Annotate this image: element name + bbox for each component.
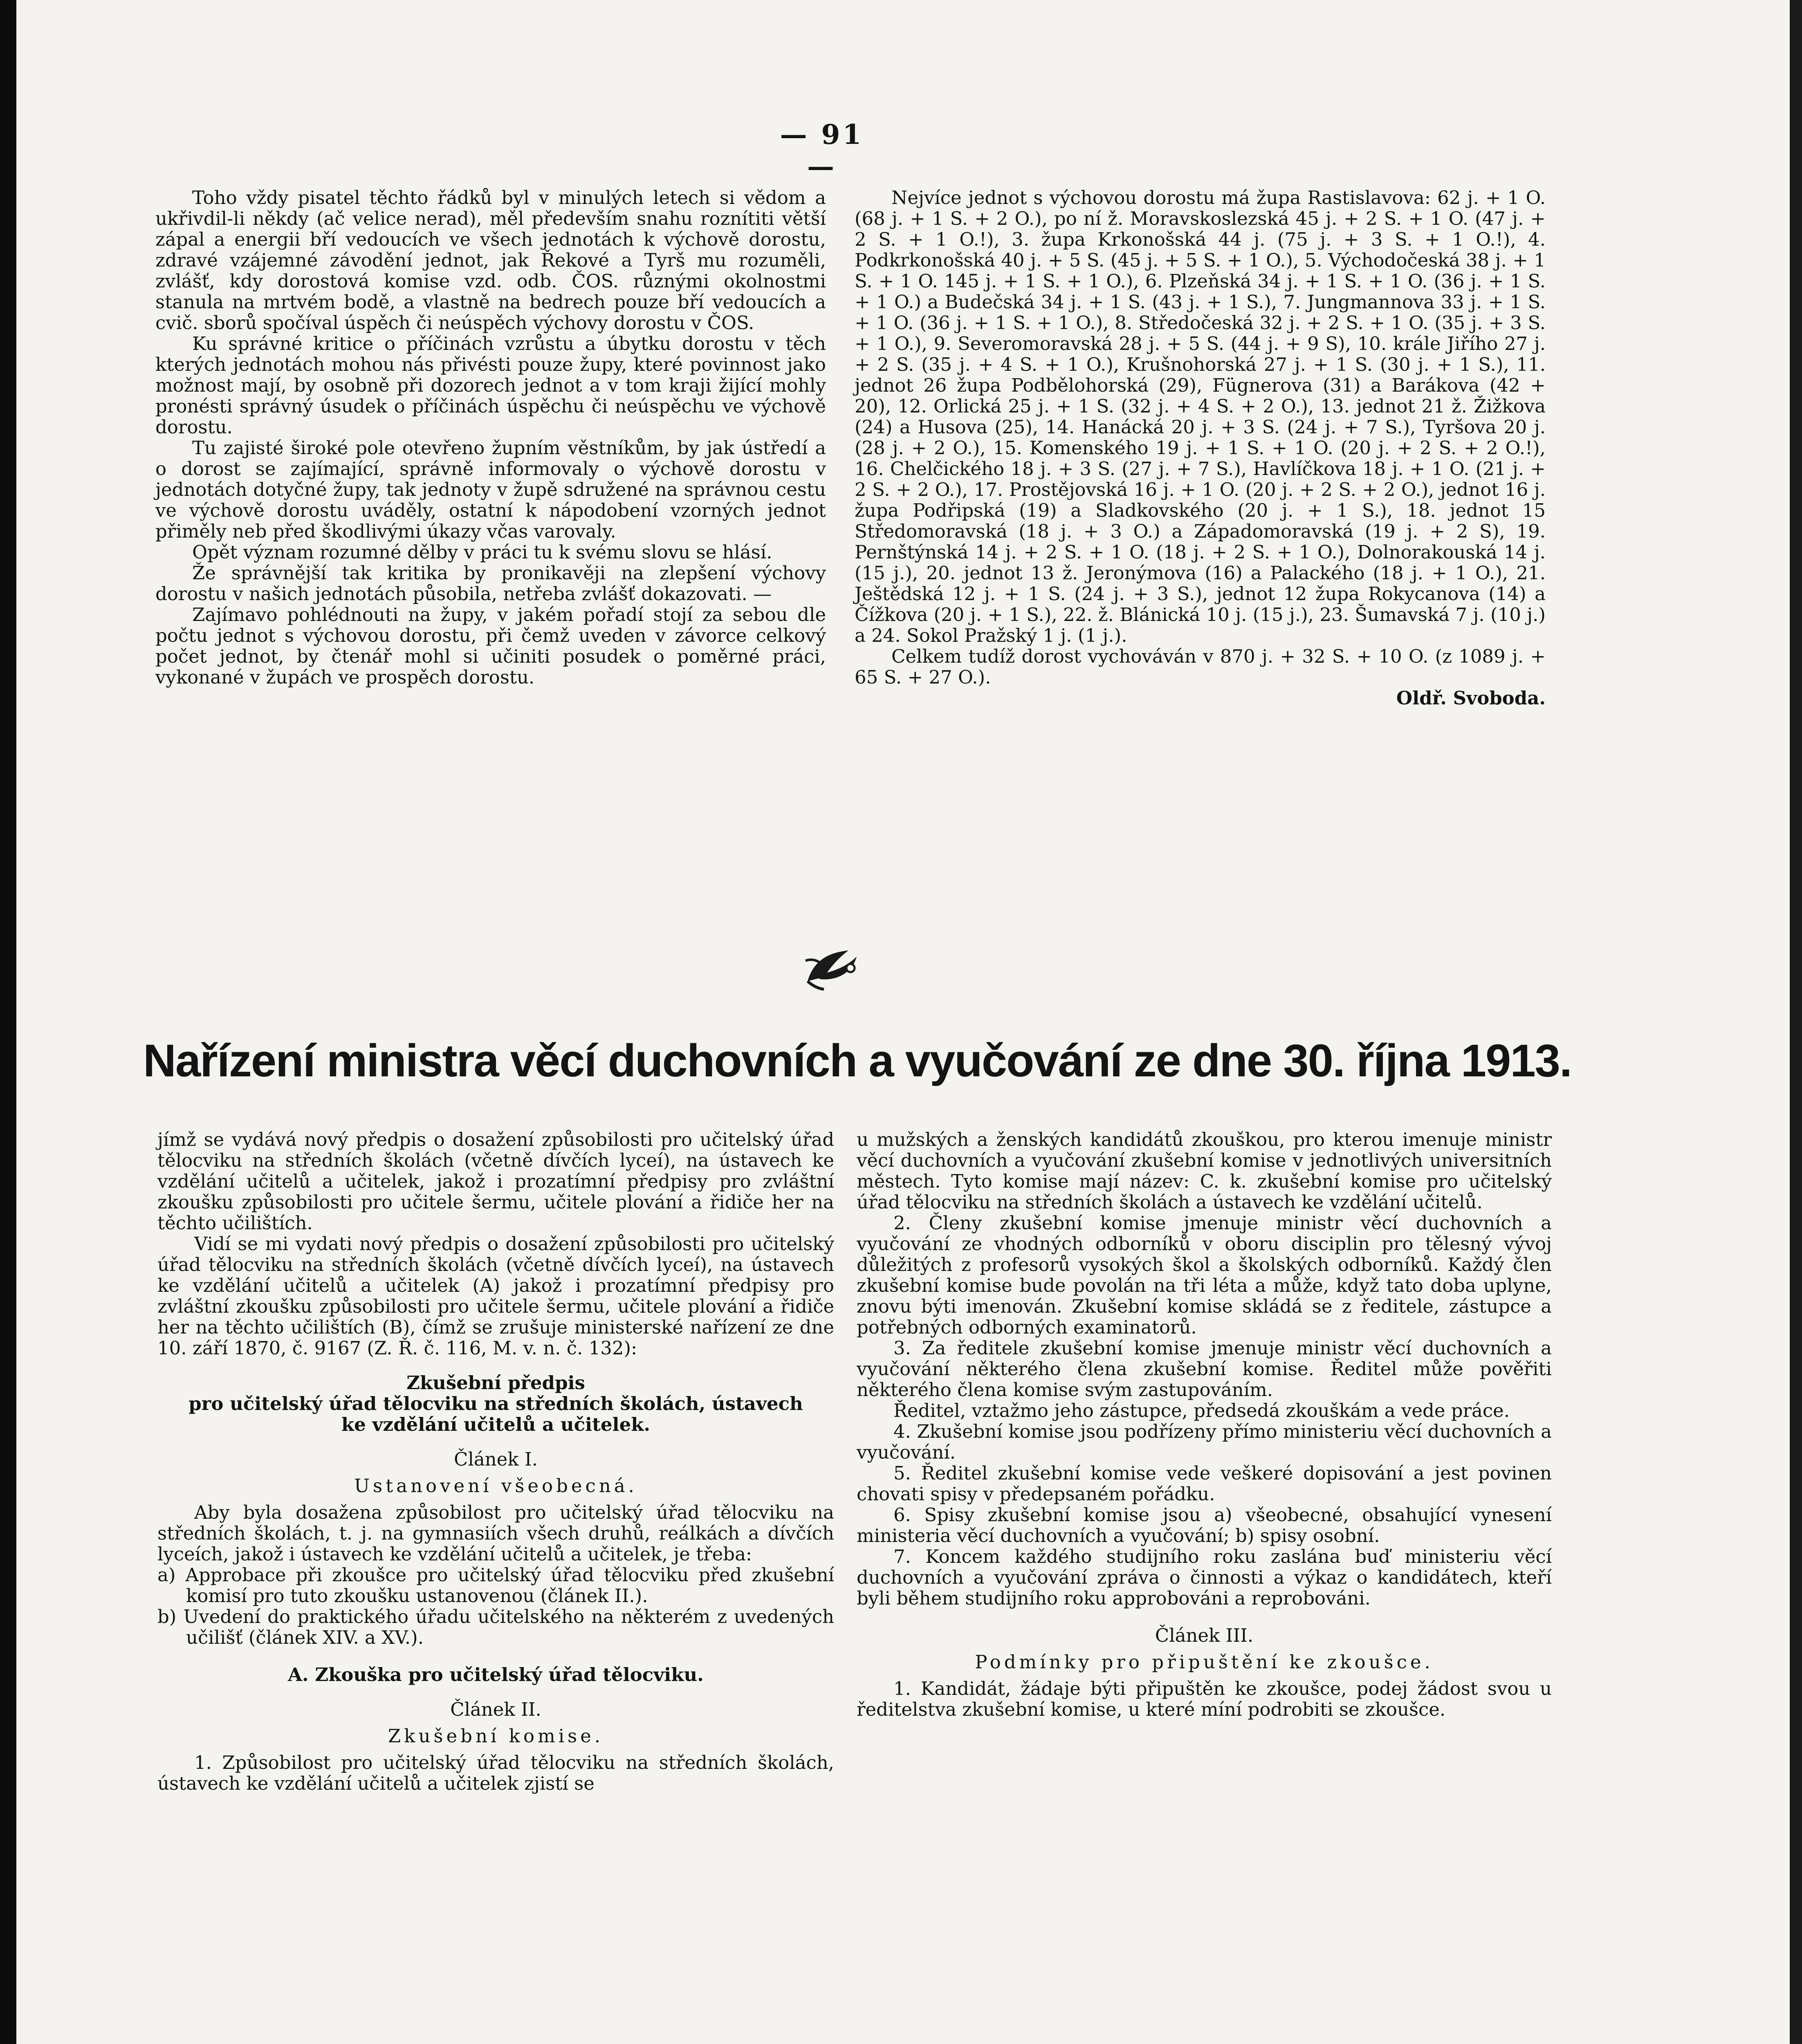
paragraph: Opět význam rozumné dělby v práci tu k svému slovu se hlásí. xyxy=(192,541,772,563)
paragraph: jímž se vydává nový předpis o dosažení způsobilosti pro učitelský úřad tělocviku na středních školách (včetně dívčích lyceí), na ústavech ke vzdělání učitelů a učitelek, jakož i prozatímní předpisy pro zvláštní zkoušku způsobilosti pro učitele šermu, učitele plování a řidiče her na těchto učilištích. xyxy=(157,1129,834,1234)
paragraph: 1. Kandidát, žádaje býti připuštěn ke zkoušce, podej žádost svou u ředitelstva zkušební komise, u které míní podrobiti se zkoušce. xyxy=(857,1678,1552,1720)
leaf-ornament-icon xyxy=(799,936,865,993)
article-subheading: Ustanovení všeobecná. xyxy=(354,1475,637,1497)
paragraph: Ku správné kritice o příčinách vzrůstu a úbytku dorostu v těch kterých jednotách mohou nás přivésti pouze župy, které povinnost jako možnost mají, by osobně při dozorech jednot a v tom kraji žijící mohly pronésti správný úsudek o příčinách úspěchu či neúspěchu ve výchově dorostu. xyxy=(155,333,826,438)
section-title: pro učitelský úřad tělocviku na středních školách, ústavech xyxy=(189,1393,803,1414)
section-title: Zkušební předpis xyxy=(406,1372,585,1394)
paragraph: 1. Způsobilost pro učitelský úřad tělocviku na středních školách, ústavech ke vzdělání učitelů a učitelek zjistí se xyxy=(157,1752,834,1794)
article-heading: Článek II. xyxy=(450,1699,541,1720)
paragraph: 3. Za ředitele zkušební komise jmenuje ministr věcí duchovních a vyučování některého člena zkušební komise. Ředitel může pověřiti některého člena komise svým zastupováním. xyxy=(857,1337,1552,1401)
bottom-left-column xyxy=(157,1129,834,1794)
paragraph: Že správnější tak kritika by pronikavěji na zlepšení výchovy dorostu v našich jednotách působila, netřeba zvlášť dokazovati. — xyxy=(155,562,826,605)
bottom-right-column xyxy=(857,1129,1552,1720)
page-number: — 91 — xyxy=(780,119,864,182)
scan-border-right xyxy=(1790,0,1802,2044)
paragraph: 7. Koncem každého studijního roku zaslána buď ministeriu věcí duchovních a vyučování zpráva o činnosti a výkaz o kandidátech, kteří byli během studijního roku approbováni a reprobováni. xyxy=(857,1546,1552,1609)
paragraph: Vidí se mi vydati nový předpis o dosažení způsobilosti pro učitelský úřad tělocviku na středních školách (včetně dívčích lyceí), na ústavech ke vzdělání učitelů a učitelek (A) jakož i prozatímní předpisy pro zvláštní zkoušku způsobilosti pro učitele šermu, učitele plování a řidiče her na těchto učilištích (B), čímž se zrušuje ministerské nařízení ze dne 10. září 1870, č. 9167 (Z. Ř. č. 116, M. v. n. č. 132): xyxy=(157,1233,834,1359)
paragraph: Tu zajisté široké pole otevřeno župním věstníkům, by jak ústředí a o dorost se zajímající, správně informovaly o výchově dorostu v jednotách dotyčné župy, tak jednoty v župě sdružené na správnou cestu ve výchově dorostu uváděly, ostatní k nápodobení vzorných jednot přiměly neb před škodlivými úkazy včas varovaly. xyxy=(155,437,826,542)
scan-border-left xyxy=(0,0,16,2044)
paragraph: Celkem tudíž dorost vychováván v 870 j. + 32 S. + 10 O. (z 1089 j. + 65 S. + 27 O.). xyxy=(855,645,1546,688)
list-item: b) Uvedení do praktického úřadu učitelského na některém z uvedených učilišť (článek XIV. a XV.). xyxy=(157,1606,834,1648)
article-heading: Článek III. xyxy=(1155,1625,1254,1646)
paragraph: Toho vždy pisatel těchto řádků byl v minulých letech si vědom a ukřivdil-li někdy (ač velice nerad), měl především snahu roznítiti větší zápal a energii bří vedoucích ve všech jednotách k výchově dorostu, zdravé vzájemné závodění jednot, jak Řekové a Tyrš mu rozuměli, zvlášť, kdy dorostová komise vzd. odb. ČOS. různými okolnostmi stanula na mrtvém bodě, a vlastně na bedrech pouze bří vedoucích a cvič. sborů spočíval úspěch či neúspěch výchovy dorostu v ČOS. xyxy=(155,187,826,334)
article-subheading: Podmínky pro připuštění ke zkoušce. xyxy=(975,1651,1434,1673)
article-subheading: Zkušební komise. xyxy=(388,1725,604,1747)
paragraph: 2. Členy zkušební komise jmenuje ministr věcí duchovních a vyučování ze vhodných odborníků v oboru disciplin pro tělesný vývoj důležitých z profesorů vysokých škol a školských odborníků. Každý člen zkušební komise bude povolán na tři léta a může, když tato doba uplyne, znovu býti imenován. Zkušební komise skládá se z ředitele, zástupce a potřebných odborných examinatorů. xyxy=(857,1212,1552,1338)
paragraph: Aby byla dosažena způsobilost pro učitelský úřad tělocviku na středních školách, t. j. na gymnasiích všech druhů, reálkách a dívčích lyceích, jakož i ústavech ke vzdělání učitelů a učitelek, je třeba: xyxy=(157,1502,834,1565)
paragraph: Nejvíce jednot s výchovou dorostu má župa Rastislavova: 62 j. + 1 O. (68 j. + 1 S. + 2 O.), po ní ž. Moravskoslezská 45 j. + 2 S. + 1 O. (47 j. + 2 S. + 1 O.!), 3. župa Krkonošská 44 j. (75 j. + 3 S. + 1 O.!), 4. Podkrkonošská 40 j. + 5 S. (45 j. + 5 S. + 1 O.), 5. Východočeská 38 j. + 1 S. + 1 O. 145 j. + 1 S. + 1 O.), 6. Plzeňská 34 j. + 1 S. + 1 O. (36 j. + 1 S. + 1 O.) a Budečská 34 j. + 1 S. (43 j. + 1 S.), 7. Jungmannova 33 j. + 1 S. + 1 O. (36 j. + 1 S. + 1 O.), 8. Středočeská 32 j. + 2 S. + 1 O. (35 j. + 3 S. + 1 O.), 9. Severomoravská 28 j. + 5 S. (44 j. + 9 S), 10. krále Jiřího 27 j. + 2 S. (35 j. + 4 S. + 1 O.), Krušnohorská 27 j. + 1 S. (30 j. + 1 S.), 11. jednot 26 župa Podbělohorská (29), Fügnerova (31) a Barákova (42 + 20), 12. Orlická 25 j. + 1 S. (32 j. + 4 S. + 2 O.), 13. jednot 21 ž. Žižkova (24) a Husova (25), 14. Hanácká 20 j. + 3 S. (24 j. + 7 S.), Tyršova 20 j. (28 j. + 2 O.), 15. Komenského 19 j. + 1 S. + 1 O. (20 j. + 2 S. + 2 O.!), 16. Chelčického 18 j. + 3 S. (27 j. + 7 S.), Havlíčkova 18 j. + 1 O. (21 j. + 2 S. + 2 O.), 17. Prostějovská 16 j. + 1 O. (20 j. + 2 S. + 2 O.), jednot 16 j. župa Podřipská (19) a Sladkovského (20 j. + 1 S.), 18. jednot 15 Středomoravská (18 j. + 3 O.) a Západomoravská (19 j. + 2 S), 19. Pernštýnská 14 j. + 2 S. + 1 O. (18 j. + 2 S. + 1 O.), Dolnorakouská 14 j. (15 j.), 20. jednot 13 ž. Jeronýmova (16) a Palackého (18 j. + 1 O.), 21. Ještědská 12 j. + 1 S. (24 j. + 3 S.), jednot 12 župa Rokycanova (14) a Čížkova (20 j. + 1 S.), 22. ž. Blánická 10 j. (15 j.), 23. Šumavská 7 j. (10 j.) a 24. Sokol Pražský 1 j. (1 j.). xyxy=(855,187,1546,646)
signature: Oldř. Svoboda. xyxy=(1396,687,1546,709)
decree-headline: Nařízení ministra věcí duchovních a vyučování ze dne 30. října 1913. xyxy=(143,1035,1572,1086)
section-title: A. Zkouška pro učitelský úřad tělocviku. xyxy=(288,1664,704,1685)
top-right-column xyxy=(855,187,1546,708)
article-heading: Článek I. xyxy=(454,1448,538,1470)
paragraph: Ředitel, vztažmo jeho zástupce, předsedá zkouškám a vede práce. xyxy=(893,1400,1510,1421)
paragraph: 6. Spisy zkušební komise jsou a) všeobecné, obsahující vynesení ministeria věcí duchovních a vyučování; b) spisy osobní. xyxy=(857,1504,1552,1546)
list-item: a) Approbace při zkoušce pro učitelský úřad tělocviku před zkušební komisí pro tuto zkoušku ustanovenou (článek II.). xyxy=(157,1564,834,1607)
paragraph: Zajímavo pohlédnouti na župy, v jakém pořadí stojí za sebou dle počtu jednot s výchovou dorostu, při čemž uveden v závorce celkový počet jednot, by čtenář mohl si učiniti posudek o poměrné práci, vykonané v župách ve prospěch dorostu. xyxy=(155,604,826,688)
paragraph: 4. Zkušební komise jsou podřízeny přímo ministeriu věcí duchovních a vyučování. xyxy=(857,1421,1552,1463)
paragraph: u mužských a ženských kandidátů zkouškou, pro kterou imenuje ministr věcí duchovních a vyučování zkušební komise v jednotlivých universitních městech. Tyto komise mají název: C. k. zkušební komise pro učitelský úřad tělocviku na středních školách a ústavech ke vzdělání učitelů. xyxy=(857,1129,1552,1213)
top-left-column xyxy=(155,187,826,688)
section-title: ke vzdělání učitelů a učitelek. xyxy=(341,1414,651,1435)
paragraph: 5. Ředitel zkušební komise vede veškeré dopisování a jest povinen chovati spisy v předepsaném pořádku. xyxy=(857,1462,1552,1505)
